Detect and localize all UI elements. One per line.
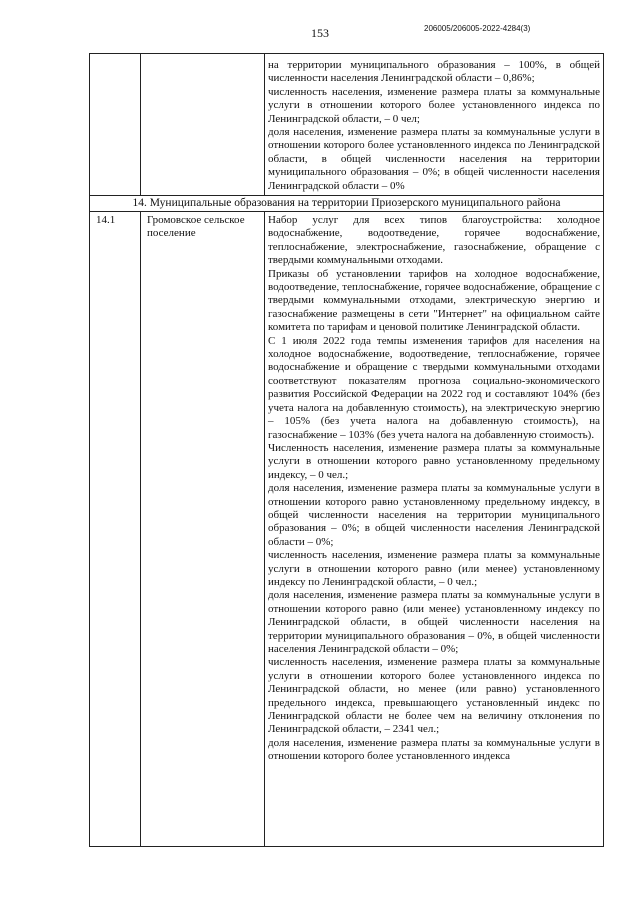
row-description bbox=[268, 214, 600, 764]
document-table bbox=[89, 53, 604, 847]
page-number: 153 bbox=[311, 26, 329, 40]
column-divider bbox=[264, 54, 265, 195]
description-paragraph: доля населения, изменение размера платы за коммунальные услуги в отношении которого более установленного индекса bbox=[268, 736, 600, 763]
description-paragraph: доля населения, изменение размера платы за коммунальные услуги в отношении которого равно (или менее) установленному индексу по Ленинградской области, в общей численности населения на территории муниципального образования – 0%, в общей численности населения Ленинградской области – 0%; bbox=[268, 589, 600, 655]
top-paragraph: численность населения, изменение размера платы за коммунальные услуги в отношении которого более установленного индекса по Ленинградской области, – 0 чел; bbox=[268, 85, 600, 125]
column-divider bbox=[140, 211, 141, 847]
row-number: 14.1 bbox=[96, 214, 116, 226]
description-paragraph: доля населения, изменение размера платы за коммунальные услуги в отношении которого равно установленному предельному индексу, в общей численности населения на территории муниципального образования – 0%; в общей численности населения Ленинградской области – 0%; bbox=[268, 482, 600, 548]
document-code: 206005/206005-2022-4284(3) bbox=[424, 24, 531, 33]
description-paragraph: Набор услуг для всех типов благоустройства: холодное водоснабжение, водоотведение, горячее водоснабжение, теплоснабжение, электроснабжение, газоснабжение, обращение с твердыми коммунальными отходами. bbox=[268, 214, 600, 267]
column-divider bbox=[264, 211, 265, 847]
municipality-name: Громовское сельское поселение bbox=[147, 214, 245, 240]
section-title: 14. Муниципальные образования на территории Приозерского муниципального района bbox=[132, 197, 561, 209]
top-paragraph: на территории муниципального образования – 100%, в общей численности населения Ленинградской области – 0,86%; bbox=[268, 59, 600, 85]
row-divider bbox=[90, 211, 603, 212]
description-paragraph: численность населения, изменение размера платы за коммунальные услуги в отношении которого более установленного индекса по Ленинградской области, но менее (или равно) установленного предельного индекса, превышающего установленный индекс по Ленинградской области не более чем на величину отклонения по Ленинградской области, – 2341 чел.; bbox=[268, 656, 600, 736]
description-paragraph: Приказы об установлении тарифов на холодное водоснабжение, водоотведение, теплоснабжение, горячее водоснабжение, обращение с твердыми коммунальными отходами, электрическую энергию и газоснабжение размещены в сети "Интернет" на официальном сайте комитета по тарифам и ценовой политике Ленинградской области. bbox=[268, 267, 600, 334]
description-paragraph: С 1 июля 2022 года темпы изменения тарифов для населения на холодное водоснабжение, водоотведение, теплоснабжение, горячее водоснабжение и обращение с твердыми коммунальными отходами соответствуют показателям прогноза социально-экономического развития Российской Федерации на 2022 год и составляют 104% (без учета налога на добавленную стоимость), на электрическую энергию – 105% (без учета налога на добавленную стоимость), на газоснабжение – 103% (без учета налога на добавленную стоимость). bbox=[268, 334, 600, 441]
description-paragraph: численность населения, изменение размера платы за коммунальные услуги в отношении которого равно (или менее) установленному индексу по Ленинградской области, – 0 чел.; bbox=[268, 549, 600, 588]
top-block-text bbox=[268, 59, 600, 193]
column-divider bbox=[140, 54, 141, 195]
description-paragraph: Численность населения, изменение размера платы за коммунальные услуги в отношении которого равно установленному предельному индексу, – 0 чел.; bbox=[268, 441, 600, 481]
top-paragraph: доля населения, изменение размера платы за коммунальные услуги в отношении которого более установленного индекса по Ленинградской области, в общей численности населения на территории муниципального образования – 0%; в общей численности населения Ленинградской области – 0% bbox=[268, 126, 600, 192]
